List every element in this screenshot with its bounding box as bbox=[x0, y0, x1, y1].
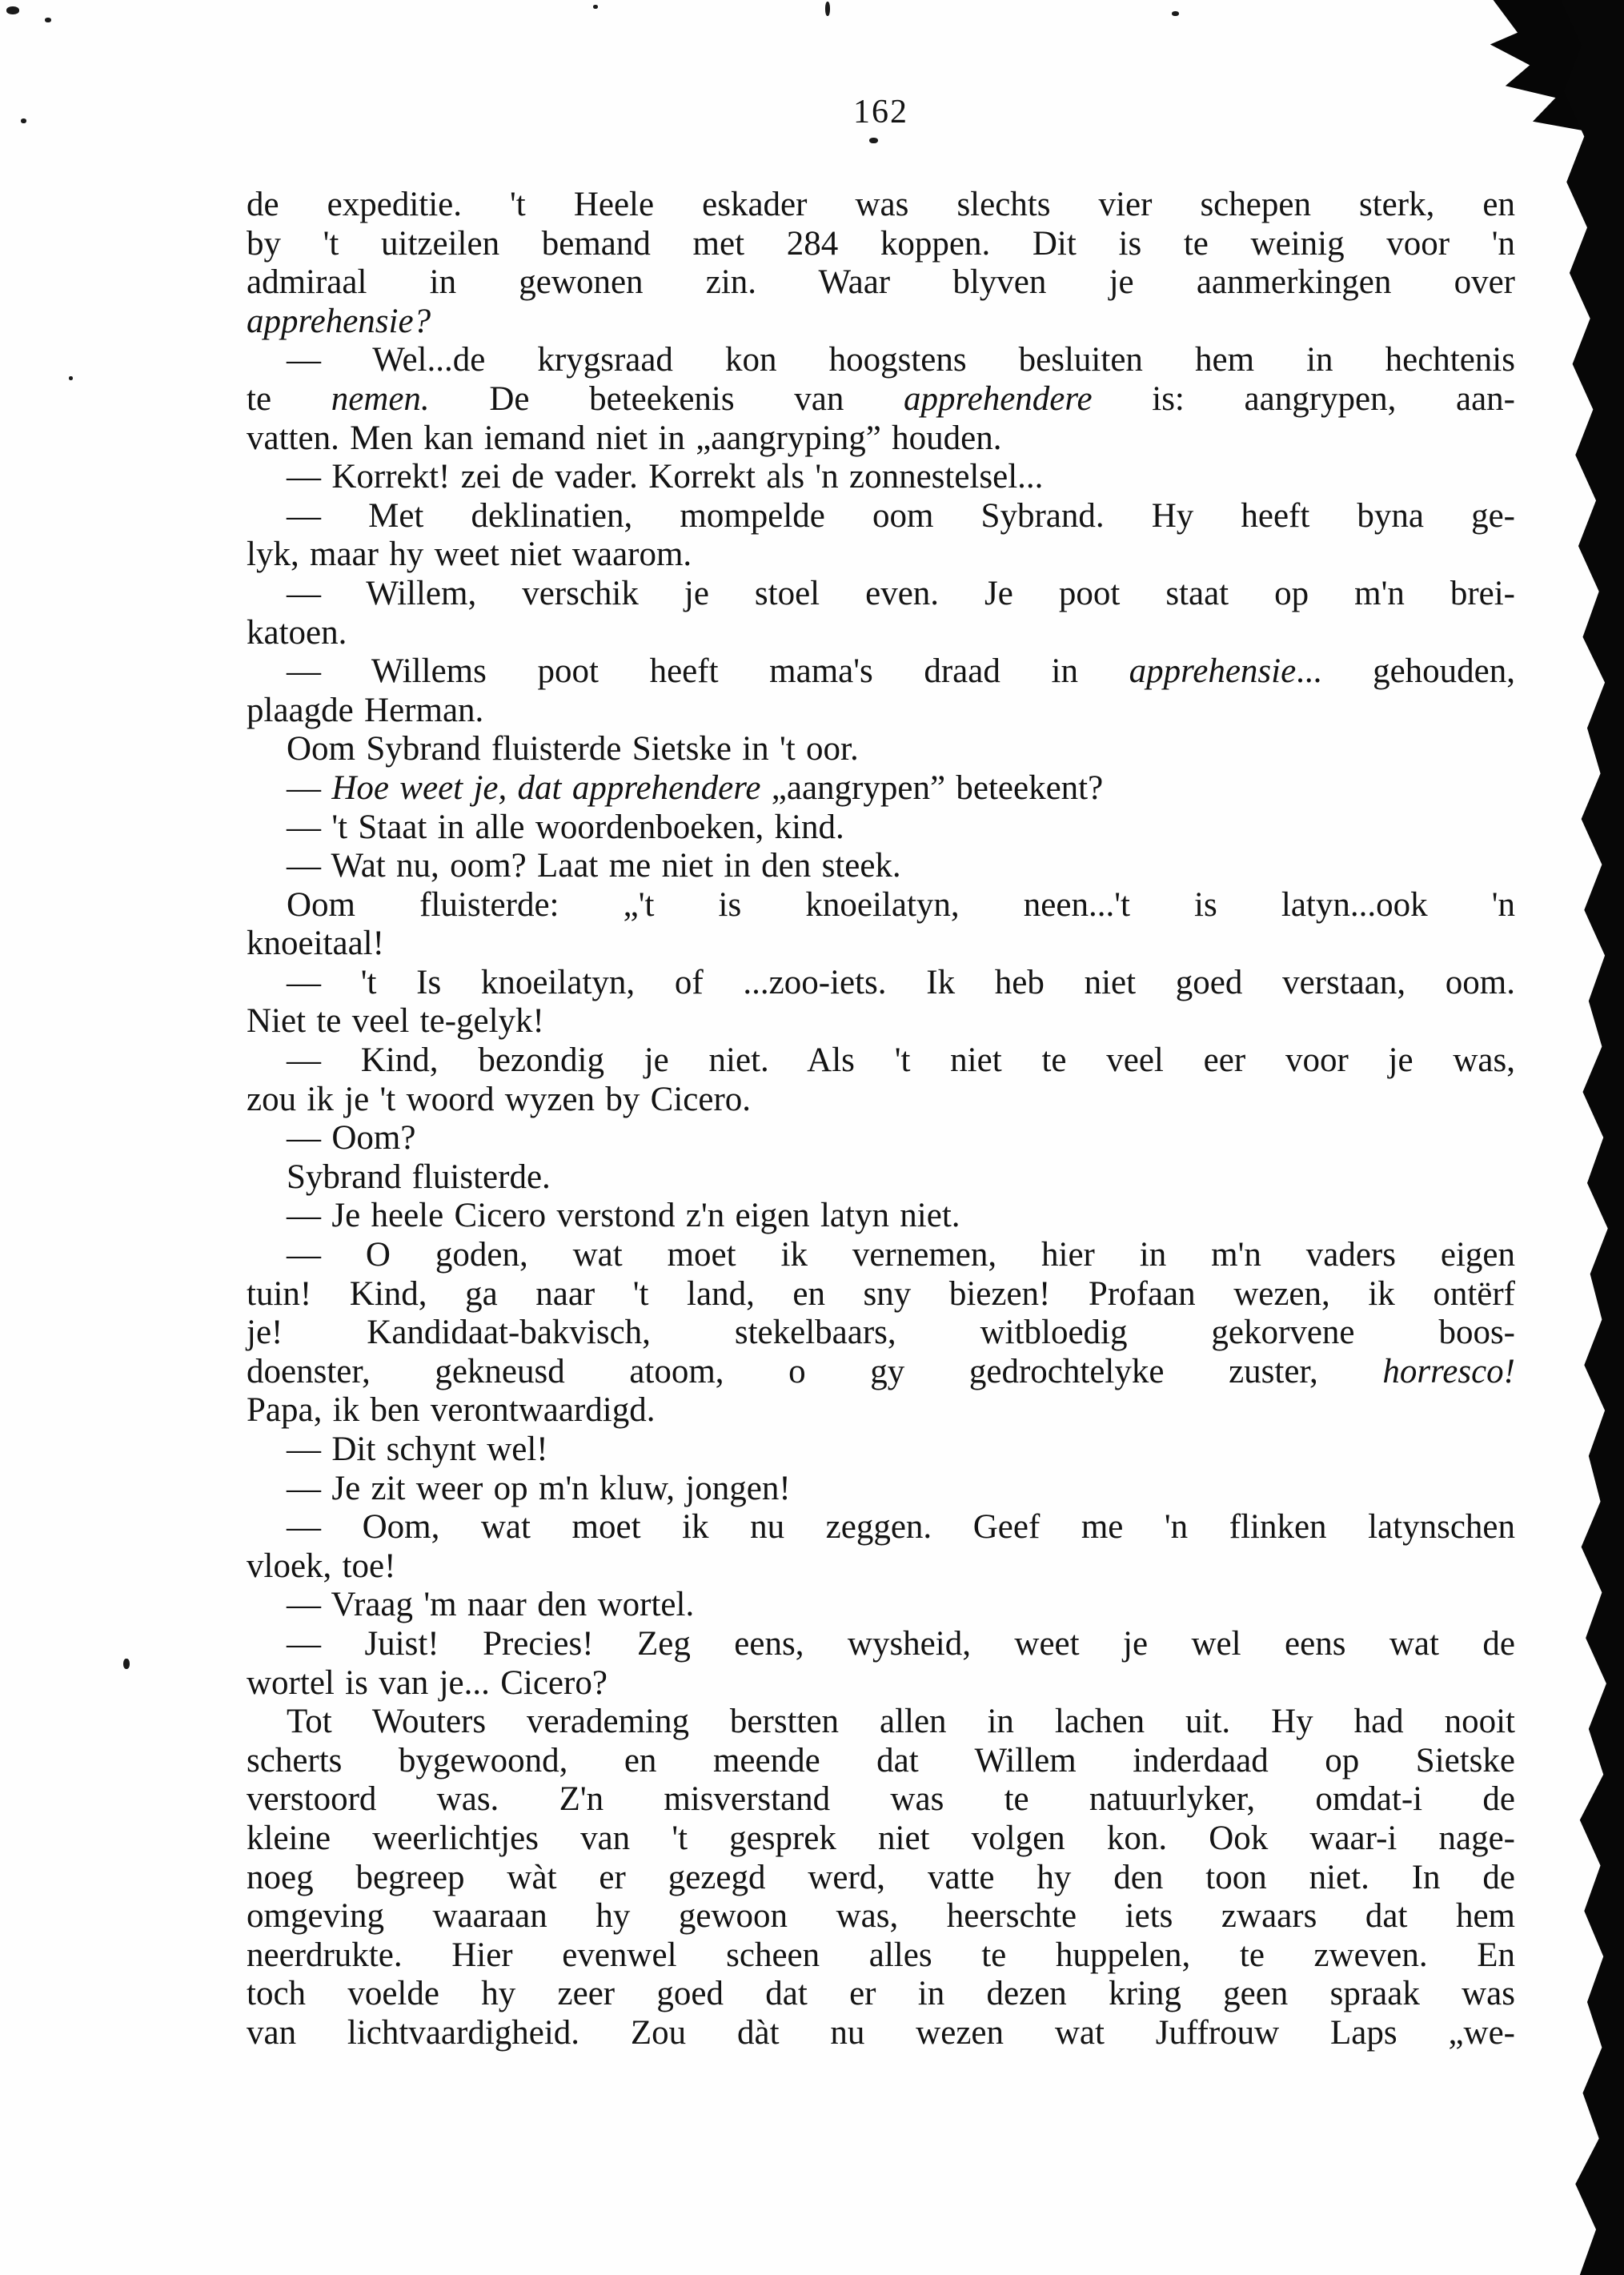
text-segment: — Dit schynt wel! bbox=[287, 1430, 548, 1468]
text-line bbox=[247, 186, 1515, 225]
text-line bbox=[247, 886, 1515, 925]
text-segment: lyk, maar hy weet niet waarom. bbox=[247, 536, 692, 574]
text-segment: — Oom, wat moet ik nu zeggen. Geef me 'n flinken latynschen bbox=[287, 1508, 1515, 1547]
scan-speck bbox=[869, 138, 878, 143]
text-line bbox=[247, 1820, 1515, 1859]
text-line bbox=[247, 1353, 1515, 1392]
text-line bbox=[247, 964, 1515, 1003]
text-line bbox=[247, 380, 1515, 419]
text-line bbox=[247, 458, 1515, 497]
text-segment: — Vraag 'm naar den wortel. bbox=[287, 1586, 695, 1624]
scan-speck bbox=[1172, 11, 1179, 16]
text-line bbox=[247, 769, 1515, 808]
text-segment: vloek, toe! bbox=[247, 1547, 396, 1585]
italic-text-segment: apprehendere bbox=[903, 379, 1093, 418]
text-segment: neerdrukte. Hier evenwel scheen alles te huppelen, te zweven. En bbox=[247, 1936, 1515, 1974]
text-segment: by 't uitzeilen bemand met 284 koppen. Dit is te weinig voor 'n bbox=[247, 224, 1515, 263]
text-line bbox=[247, 1314, 1515, 1353]
text-segment: — Korrekt! zei de vader. Korrekt als 'n zonnestelsel... bbox=[287, 458, 1044, 496]
text-segment: Papa, ik ben verontwaardigd. bbox=[247, 1391, 656, 1430]
page-number: 162 bbox=[853, 94, 908, 130]
text-segment: vatten. Men kan iemand niet in „aangryping” houden. bbox=[247, 419, 1002, 457]
italic-text-segment: horresco! bbox=[1382, 1352, 1515, 1390]
text-segment: je! Kandidaat-bakvisch, stekelbaars, witbloedig gekorvene boos- bbox=[247, 1314, 1515, 1352]
text-line bbox=[247, 1859, 1515, 1898]
text-line bbox=[247, 692, 1515, 731]
text-segment: — 't Is knoeilatyn, of ...zoo-iets. Ik heb niet goed verstaan, oom. bbox=[287, 963, 1515, 1001]
text-segment: wortel is van je... Cicero? bbox=[247, 1663, 607, 1702]
text-segment: de expeditie. 't Heele eskader was slechts vier schepen sterk, en bbox=[247, 186, 1515, 223]
text-segment: noeg begreep wàt er gezegd werd, vatte hy den toon niet. In de bbox=[247, 1858, 1515, 1896]
text-line bbox=[247, 847, 1515, 886]
text-line bbox=[247, 263, 1515, 303]
text-line bbox=[247, 575, 1515, 614]
text-line bbox=[247, 1664, 1515, 1703]
text-segment: toch voelde hy zeer goed dat er in dezen kring geen spraak was bbox=[247, 1975, 1515, 2013]
text-segment: — Met deklinatien, mompelde oom Sybrand. Hy heeft byna ge- bbox=[287, 496, 1515, 535]
text-segment: zou ik je 't woord wyzen by Cicero. bbox=[247, 1080, 752, 1118]
text-line bbox=[247, 1975, 1515, 2014]
text-line bbox=[247, 1625, 1515, 1664]
text-segment: omgeving waaraan hy gewoon was, heerschte iets zwaars dat hem bbox=[247, 1897, 1515, 1936]
text-segment: plaagde Herman. bbox=[247, 691, 484, 729]
text-line bbox=[247, 1002, 1515, 1041]
text-segment: te bbox=[247, 379, 331, 418]
text-segment: knoeitaal! bbox=[247, 925, 384, 963]
text-line bbox=[247, 536, 1515, 575]
text-segment: — Kind, bezondig je niet. Als 't niet te veel eer voor je was, bbox=[287, 1041, 1515, 1080]
italic-text-segment: apprehensie? bbox=[247, 302, 431, 340]
text-line bbox=[247, 1197, 1515, 1236]
text-segment: admiraal in gewonen zin. Waar blyven je aanmerkingen over bbox=[247, 263, 1515, 302]
text-line bbox=[247, 1275, 1515, 1314]
text-segment: — 't Staat in alle woordenboeken, kind. bbox=[287, 808, 844, 846]
text-line bbox=[247, 1936, 1515, 1976]
text-segment: — Je zit weer op m'n kluw, jongen! bbox=[287, 1469, 791, 1507]
text-segment: Niet te veel te-gelyk! bbox=[247, 1002, 544, 1041]
text-segment: — Oom? bbox=[287, 1119, 416, 1158]
scan-speck bbox=[593, 5, 598, 9]
text-segment: tuin! Kind, ga naar 't land, en sny biezen! Profaan wezen, ik ontërf bbox=[247, 1274, 1515, 1313]
text-line bbox=[247, 2014, 1515, 2053]
text-line bbox=[247, 1470, 1515, 1509]
text-line bbox=[247, 652, 1515, 692]
text-line bbox=[247, 1586, 1515, 1625]
text-line bbox=[247, 1742, 1515, 1781]
text-line bbox=[247, 614, 1515, 653]
text-line bbox=[247, 1547, 1515, 1587]
text-segment: De beteekenis van bbox=[429, 379, 904, 418]
scan-speck bbox=[123, 1659, 130, 1669]
text-line bbox=[247, 1897, 1515, 1936]
text-segment: Oom fluisterde: „'t is knoeilatyn, neen...'t is latyn...ook 'n bbox=[287, 885, 1515, 924]
text-segment: — Je heele Cicero verstond z'n eigen latyn niet. bbox=[287, 1197, 960, 1235]
text-segment: — bbox=[287, 768, 332, 807]
text-segment: „aangrypen” beteekent? bbox=[760, 768, 1104, 807]
text-line bbox=[247, 1081, 1515, 1120]
text-line bbox=[247, 303, 1515, 342]
text-segment: — Willem, verschik je stoel even. Je poot staat op m'n brei- bbox=[287, 574, 1515, 612]
text-line bbox=[247, 1703, 1515, 1742]
text-segment: kleine weerlichtjes van 't gesprek niet volgen kon. Ook waar-i nage- bbox=[247, 1819, 1515, 1857]
text-block bbox=[247, 186, 1515, 2053]
text-segment: Tot Wouters verademing berstten allen in lachen uit. Hy had nooit bbox=[287, 1703, 1515, 1741]
text-segment: van lichtvaardigheid. Zou dàt nu wezen wat Juffrouw Laps „we- bbox=[247, 2013, 1515, 2052]
text-line bbox=[247, 341, 1515, 380]
text-line bbox=[247, 730, 1515, 769]
text-segment: is: aangrypen, aan- bbox=[1092, 379, 1515, 418]
text-segment: scherts bygewoond, en meende dat Willem inderdaad op Sietske bbox=[247, 1741, 1515, 1779]
scan-speck bbox=[6, 6, 19, 14]
text-segment: Oom Sybrand fluisterde Sietske in 't oor. bbox=[287, 730, 859, 768]
text-line bbox=[247, 419, 1515, 459]
text-line bbox=[247, 808, 1515, 848]
text-segment: verstoord was. Z'n misverstand was te natuurlyker, omdat-i de bbox=[247, 1780, 1515, 1819]
text-line bbox=[247, 1041, 1515, 1081]
text-line bbox=[247, 1780, 1515, 1820]
text-line bbox=[247, 1391, 1515, 1430]
text-segment: — Willems poot heeft mama's draad in bbox=[287, 652, 1129, 691]
text-segment: — Wat nu, oom? Laat me niet in den steek. bbox=[287, 847, 901, 885]
text-line bbox=[247, 1236, 1515, 1275]
text-segment: katoen. bbox=[247, 613, 347, 652]
text-segment: ... gehouden, bbox=[1296, 652, 1515, 691]
text-segment: — Juist! Precies! Zeg eens, wysheid, weet je wel eens wat de bbox=[287, 1624, 1515, 1663]
text-line bbox=[247, 1508, 1515, 1547]
text-line bbox=[247, 1158, 1515, 1198]
italic-text-segment: apprehensie bbox=[1129, 652, 1297, 691]
scan-speck bbox=[69, 376, 73, 380]
scan-speck bbox=[825, 2, 830, 16]
text-line bbox=[247, 925, 1515, 964]
italic-text-segment: nemen. bbox=[331, 379, 430, 418]
scan-speck bbox=[45, 18, 51, 22]
text-segment: — O goden, wat moet ik vernemen, hier in m'n vaders eigen bbox=[287, 1236, 1515, 1274]
text-line bbox=[247, 1430, 1515, 1470]
scan-speck bbox=[21, 118, 26, 123]
text-line bbox=[247, 1119, 1515, 1158]
text-line bbox=[247, 497, 1515, 536]
scan-edge-band bbox=[1550, 0, 1624, 2275]
text-line bbox=[247, 225, 1515, 264]
text-segment: doenster, gekneusd atoom, o gy gedrochtelyke zuster, bbox=[247, 1352, 1383, 1390]
text-segment: — Wel...de krygsraad kon hoogstens besluiten hem in hechtenis bbox=[287, 341, 1515, 379]
text-segment: Sybrand fluisterde. bbox=[287, 1158, 551, 1196]
italic-text-segment: Hoe weet je, dat apprehendere bbox=[331, 768, 761, 807]
